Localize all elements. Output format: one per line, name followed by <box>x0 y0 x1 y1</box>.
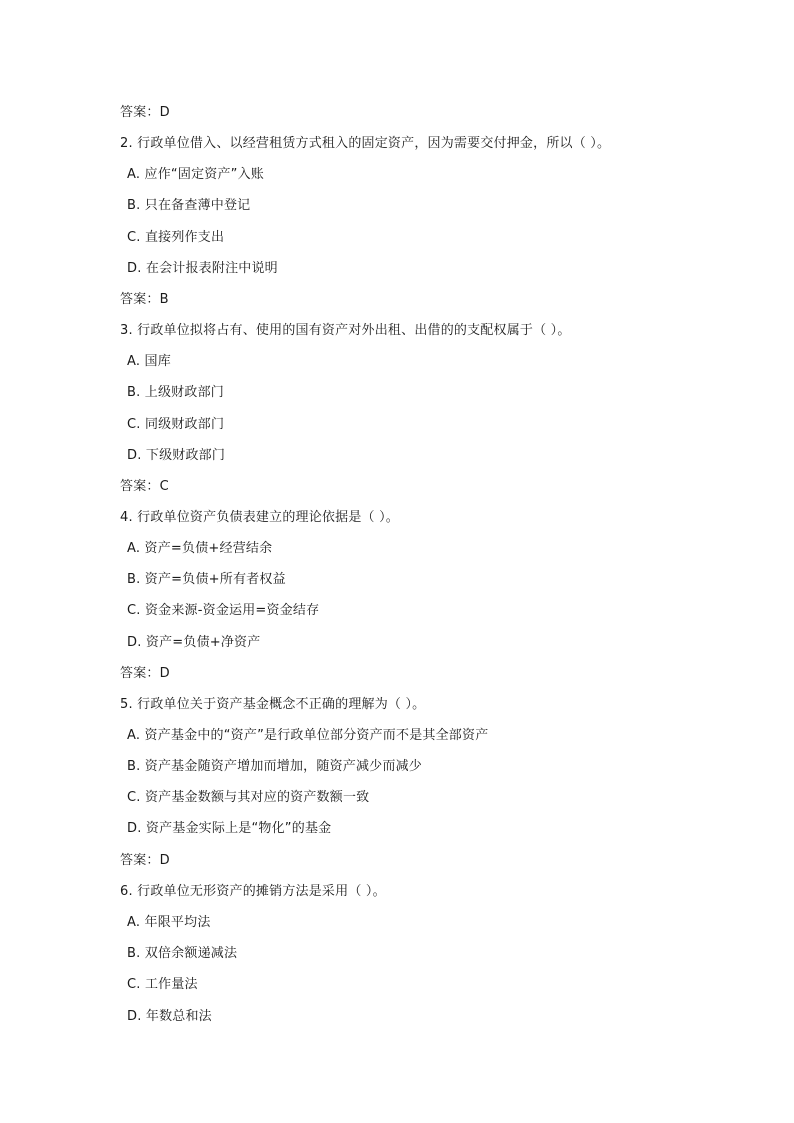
option-line: B. 上级财政部门 <box>127 385 224 400</box>
option-line: A. 国库 <box>127 354 171 369</box>
answer-line: 答案：D <box>120 853 170 868</box>
question-line: 3. 行政单位拟将占有、使用的国有资产对外出租、出借的的支配权属于（ ）。 <box>120 323 571 338</box>
answer-line: 答案：D <box>120 105 170 120</box>
option-line: B. 双倍余额递减法 <box>127 946 238 961</box>
option-line: B. 资产=负债+所有者权益 <box>127 572 286 587</box>
option-line: B. 只在备查薄中登记 <box>127 198 251 213</box>
option-line: C. 直接列作支出 <box>127 230 225 245</box>
question-line: 5. 行政单位关于资产基金概念不正确的理解为（ ）。 <box>120 697 426 712</box>
option-line: A. 应作“固定资产”入账 <box>127 167 264 182</box>
option-line: D. 在会计报表附注中说明 <box>127 261 278 276</box>
answer-line: 答案：D <box>120 666 170 681</box>
option-line: D. 年数总和法 <box>127 1009 212 1024</box>
option-line: D. 资产基金实际上是“物化”的基金 <box>127 821 332 836</box>
option-line: D. 资产=负债+净资产 <box>127 635 261 650</box>
answer-line: 答案：B <box>120 292 169 307</box>
option-line: C. 资产基金数额与其对应的资产数额一致 <box>127 790 370 805</box>
option-line: A. 资产基金中的“资产”是行政单位部分资产而不是其全部资产 <box>127 728 489 743</box>
answer-line: 答案：C <box>120 479 169 494</box>
question-line: 4. 行政单位资产负债表建立的理论依据是（ ）。 <box>120 510 399 525</box>
option-line: C. 同级财政部门 <box>127 417 225 432</box>
option-line: A. 年限平均法 <box>127 915 211 930</box>
option-line: D. 下级财政部门 <box>127 448 226 463</box>
option-line: B. 资产基金随资产增加而增加，随资产减少而减少 <box>127 759 422 774</box>
option-line: A. 资产=负债+经营结余 <box>127 541 273 556</box>
option-line: C. 工作量法 <box>127 977 198 992</box>
option-line: C. 资金来源-资金运用=资金结存 <box>127 603 320 618</box>
question-line: 6. 行政单位无形资产的摊销方法是采用（ ）。 <box>120 884 386 899</box>
question-line: 2. 行政单位借入、以经营租赁方式租入的固定资产，因为需要交付押金，所以（ ）。 <box>120 136 611 151</box>
